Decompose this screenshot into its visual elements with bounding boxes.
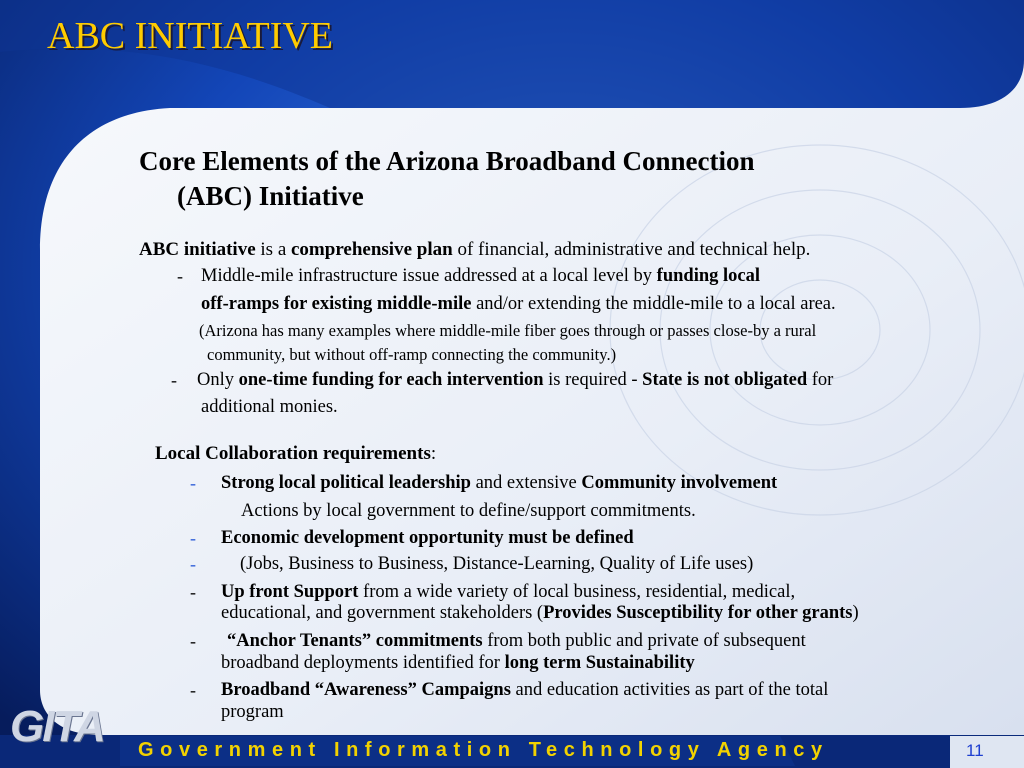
- note-line-1: (Arizona has many examples where middle-mile fiber goes through or passes close-by a rural: [199, 321, 817, 340]
- bullet-dash: -: [177, 266, 183, 286]
- bullet-dash: -: [190, 554, 196, 574]
- collab-item-support-line2: [221, 603, 859, 624]
- collab-item-support-line1: [221, 582, 795, 603]
- bullet-bold: Strong local political leadership: [221, 473, 471, 493]
- bullet-bold: Provides Susceptibility for other grants: [543, 603, 853, 623]
- intro-text: is a: [255, 239, 291, 260]
- heading-line-2: (ABC) Initiative: [177, 181, 364, 211]
- bullet-bold: Broadband “Awareness” Campaigns: [221, 680, 511, 700]
- bullet-text: from both public and private of subsequent: [482, 631, 806, 651]
- collab-item-awareness-line1: [221, 680, 828, 701]
- intro-text: of financial, administrative and technical help.: [452, 239, 811, 260]
- bullet-dash: -: [190, 582, 196, 602]
- bullet-bold: funding local: [656, 266, 760, 286]
- collab-item-anchor-line1: [227, 631, 806, 652]
- collab-item-leadership: [221, 473, 777, 494]
- gita-logo: GITA: [10, 702, 104, 751]
- bullet-one-time-line2: additional monies.: [201, 397, 338, 417]
- collab-colon: :: [430, 443, 437, 464]
- bullet-middle-mile-line2: [201, 294, 836, 315]
- collab-item-uses: (Jobs, Business to Business, Distance-Learning, Quality of Life uses): [240, 554, 754, 574]
- collab-item-economic: Economic development opportunity must be defined: [221, 528, 634, 548]
- collab-item-awareness-line2: program: [221, 702, 284, 722]
- page-number: 11: [966, 741, 984, 760]
- bullet-text: from a wide variety of local business, residential, medical,: [358, 582, 796, 602]
- bullet-dash: -: [171, 370, 177, 390]
- collab-heading-text: Local Collaboration requirements: [155, 443, 431, 464]
- collab-item-anchor-line2: [221, 653, 695, 674]
- abc-initiative-term: ABC initiative: [139, 239, 256, 260]
- bullet-text: educational, and government stakeholders (: [221, 603, 544, 623]
- intro-paragraph: [139, 239, 810, 261]
- bullet-text: ): [852, 603, 859, 623]
- bullet-text: is required -: [543, 370, 643, 390]
- bullet-text: and/or extending the middle-mile to a local area.: [471, 294, 836, 314]
- bullet-text: for: [807, 370, 834, 390]
- bullet-text: and education activities as part of the total: [510, 680, 829, 700]
- note-line-2: community, but without off-ramp connecting the community.): [207, 345, 617, 364]
- bullet-dash: -: [190, 680, 196, 700]
- comprehensive-plan-term: comprehensive plan: [291, 239, 453, 260]
- bullet-bold: off-ramps for existing middle-mile: [201, 294, 472, 314]
- bullet-text: Middle-mile infrastructure issue addressed at a local level by: [201, 266, 657, 286]
- bullet-bold: “Anchor Tenants” commitments: [227, 631, 483, 651]
- bullet-bold: State is not obligated: [642, 370, 808, 390]
- bullet-text: and extensive: [470, 473, 582, 493]
- bullet-bold: Up front Support: [221, 582, 359, 602]
- bullet-one-time-line1: [197, 370, 833, 391]
- slide-title: ABC INITIATIVE: [47, 15, 334, 57]
- bullet-text: Only: [197, 370, 239, 390]
- bullet-bold: Community involvement: [581, 473, 778, 493]
- bullet-text: broadband deployments identified for: [221, 653, 505, 673]
- collab-heading: [155, 443, 436, 465]
- bullet-bold: long term Sustainability: [504, 653, 695, 673]
- agency-name: Government Information Technology Agency: [138, 739, 829, 761]
- heading-line-1: Core Elements of the Arizona Broadband Connection: [139, 146, 755, 176]
- collab-item-leadership-sub: Actions by local government to define/support commitments.: [241, 501, 696, 521]
- bullet-dash: -: [190, 528, 196, 548]
- bullet-bold: one-time funding for each intervention: [238, 370, 544, 390]
- bullet-middle-mile-line1: [201, 266, 760, 287]
- bullet-dash: -: [190, 473, 196, 493]
- bullet-dash: -: [190, 631, 196, 651]
